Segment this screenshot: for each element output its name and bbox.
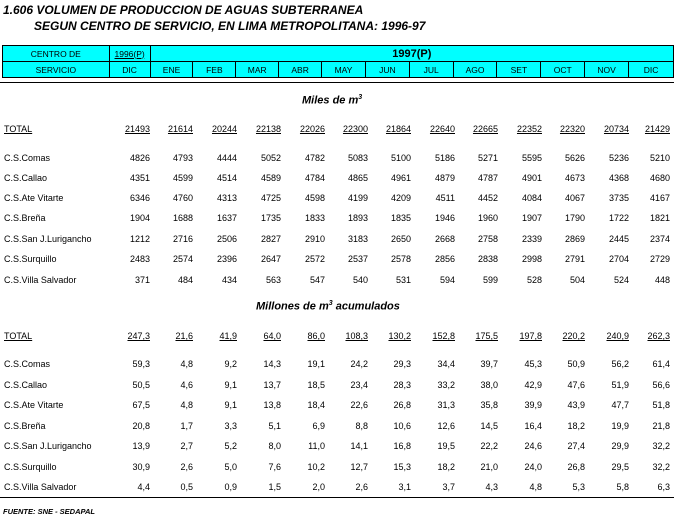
- cell-value: 27,4: [567, 441, 585, 451]
- cell-value: 1907: [521, 213, 542, 223]
- cell-value: 21493: [124, 124, 150, 134]
- cell-value: 33,2: [437, 380, 455, 390]
- row-label: C.S.Breña: [4, 421, 46, 431]
- cell-value: 4865: [347, 173, 368, 183]
- cell-value: 5,0: [224, 462, 237, 472]
- cell-value: 1,7: [180, 421, 193, 431]
- cell-value: 4879: [434, 173, 455, 183]
- row-label: C.S.Comas: [4, 359, 51, 369]
- source-note: FUENTE: SNE - SEDAPAL: [3, 507, 95, 516]
- header-month: ENE: [150, 62, 193, 78]
- cell-value: 4084: [521, 193, 542, 203]
- cell-value: 528: [526, 275, 542, 285]
- row-label: C.S.San J.Lurigancho: [4, 234, 92, 244]
- cell-value: 2869: [564, 234, 585, 244]
- cell-value: 1835: [390, 213, 411, 223]
- cell-value: 0,9: [224, 482, 237, 492]
- cell-value: 15,3: [393, 462, 411, 472]
- cell-value: 1946: [434, 213, 455, 223]
- cell-value: 1637: [216, 213, 237, 223]
- header-month: NOV: [585, 62, 629, 78]
- cell-value: 434: [221, 275, 237, 285]
- header-col-label-2: SERVICIO: [3, 62, 110, 78]
- cell-value: 371: [134, 275, 150, 285]
- cell-value: 3,3: [224, 421, 237, 431]
- cell-value: 10,2: [307, 462, 325, 472]
- row-label: C.S.Surquillo: [4, 462, 57, 472]
- cell-value: 531: [395, 275, 411, 285]
- cell-value: 21,0: [480, 462, 498, 472]
- cell-value: 67,5: [132, 400, 150, 410]
- cell-value: 22026: [299, 124, 325, 134]
- cell-value: 4793: [172, 153, 193, 163]
- table-row: [0, 254, 674, 268]
- cell-value: 3,1: [398, 482, 411, 492]
- cell-value: 26,8: [393, 400, 411, 410]
- cell-value: 484: [177, 275, 193, 285]
- cell-value: 524: [613, 275, 629, 285]
- cell-value: 197,8: [519, 331, 542, 341]
- cell-value: 4,8: [529, 482, 542, 492]
- cell-value: 2729: [649, 254, 670, 264]
- cell-value: 21614: [167, 124, 193, 134]
- cell-value: 2574: [172, 254, 193, 264]
- row-label: C.S.Callao: [4, 380, 48, 390]
- cell-value: 2572: [304, 254, 325, 264]
- cell-value: 4760: [172, 193, 193, 203]
- total-row: [0, 124, 674, 138]
- cell-value: 43,9: [567, 400, 585, 410]
- cell-value: 29,9: [611, 441, 629, 451]
- cell-value: 14,1: [350, 441, 368, 451]
- title-line-2: SEGUN CENTRO DE SERVICIO, EN LIMA METROPOLITANA: 1996-97: [34, 19, 426, 33]
- table-row: [0, 359, 674, 373]
- cell-value: 4209: [390, 193, 411, 203]
- cell-value: 4452: [477, 193, 498, 203]
- cell-value: 563: [265, 275, 281, 285]
- table-row: [0, 441, 674, 455]
- cell-value: 594: [439, 275, 455, 285]
- table-header: [2, 45, 674, 78]
- cell-value: 22665: [472, 124, 498, 134]
- cell-value: 4199: [347, 193, 368, 203]
- cell-value: 5083: [347, 153, 368, 163]
- cell-value: 47,6: [567, 380, 585, 390]
- header-month: JUL: [409, 62, 453, 78]
- row-label: TOTAL: [4, 331, 33, 341]
- cell-value: 1722: [608, 213, 629, 223]
- header-month: SET: [497, 62, 541, 78]
- cell-value: 19,1: [307, 359, 325, 369]
- cell-value: 4826: [129, 153, 150, 163]
- cell-value: 13,7: [263, 380, 281, 390]
- cell-value: 1904: [129, 213, 150, 223]
- table-row: [0, 482, 674, 496]
- cell-value: 2445: [608, 234, 629, 244]
- cell-value: 28,3: [393, 380, 411, 390]
- cell-value: 2339: [521, 234, 542, 244]
- cell-value: 56,2: [611, 359, 629, 369]
- header-month: JUN: [365, 62, 409, 78]
- row-label: C.S.Villa Salvador: [4, 482, 77, 492]
- cell-value: 2838: [477, 254, 498, 264]
- cell-value: 5,8: [616, 482, 629, 492]
- cell-value: 6,9: [312, 421, 325, 431]
- cell-value: 4782: [304, 153, 325, 163]
- cell-value: 262,3: [647, 331, 670, 341]
- cell-value: 7,6: [268, 462, 281, 472]
- cell-value: 4784: [304, 173, 325, 183]
- cell-value: 108,3: [345, 331, 368, 341]
- cell-value: 51,8: [652, 400, 670, 410]
- row-label: C.S.San J.Lurigancho: [4, 441, 92, 451]
- cell-value: 4,3: [485, 482, 498, 492]
- header-month: MAY: [322, 62, 366, 78]
- cell-value: 0,5: [180, 482, 193, 492]
- cell-value: 2374: [649, 234, 670, 244]
- total-row: [0, 331, 674, 345]
- table-row: [0, 400, 674, 414]
- cell-value: 2396: [216, 254, 237, 264]
- table-row: [0, 193, 674, 207]
- cell-value: 1,5: [268, 482, 281, 492]
- cell-value: 50,5: [132, 380, 150, 390]
- cell-value: 220,2: [562, 331, 585, 341]
- divider: [0, 497, 674, 498]
- cell-value: 21429: [644, 124, 670, 134]
- cell-value: 5626: [564, 153, 585, 163]
- cell-value: 6346: [129, 193, 150, 203]
- cell-value: 4599: [172, 173, 193, 183]
- cell-value: 4725: [260, 193, 281, 203]
- cell-value: 42,9: [524, 380, 542, 390]
- cell-value: 18,2: [437, 462, 455, 472]
- cell-value: 5210: [649, 153, 670, 163]
- cell-value: 31,3: [437, 400, 455, 410]
- cell-value: 175,5: [475, 331, 498, 341]
- cell-value: 10,6: [393, 421, 411, 431]
- cell-value: 1212: [129, 234, 150, 244]
- cell-value: 9,2: [224, 359, 237, 369]
- cell-value: 1893: [347, 213, 368, 223]
- row-label: C.S.Ate Vitarte: [4, 193, 64, 203]
- cell-value: 2578: [390, 254, 411, 264]
- cell-value: 47,7: [611, 400, 629, 410]
- table-row: [0, 275, 674, 289]
- cell-value: 504: [569, 275, 585, 285]
- cell-value: 2827: [260, 234, 281, 244]
- table-row: [0, 213, 674, 227]
- cell-value: 19,5: [437, 441, 455, 451]
- cell-value: 2998: [521, 254, 542, 264]
- cell-value: 2650: [390, 234, 411, 244]
- cell-value: 8,8: [355, 421, 368, 431]
- cell-value: 5,1: [268, 421, 281, 431]
- divider: [0, 82, 674, 83]
- cell-value: 13,9: [132, 441, 150, 451]
- header-month: AGO: [453, 62, 497, 78]
- cell-value: 12,6: [437, 421, 455, 431]
- cell-value: 599: [482, 275, 498, 285]
- cell-value: 35,8: [480, 400, 498, 410]
- cell-value: 5186: [434, 153, 455, 163]
- cell-value: 22640: [429, 124, 455, 134]
- table-row: [0, 421, 674, 435]
- cell-value: 240,9: [606, 331, 629, 341]
- cell-value: 5100: [390, 153, 411, 163]
- cell-value: 9,1: [224, 400, 237, 410]
- cell-value: 3183: [347, 234, 368, 244]
- cell-value: 4901: [521, 173, 542, 183]
- cell-value: 2,6: [180, 462, 193, 472]
- cell-value: 34,4: [437, 359, 455, 369]
- cell-value: 2,6: [355, 482, 368, 492]
- cell-value: 22,2: [480, 441, 498, 451]
- cell-value: 4313: [216, 193, 237, 203]
- cell-value: 4,8: [180, 359, 193, 369]
- header-month: DIC: [109, 62, 150, 78]
- table-row: [0, 462, 674, 476]
- cell-value: 24,2: [350, 359, 368, 369]
- cell-value: 4,6: [180, 380, 193, 390]
- header-month: OCT: [541, 62, 585, 78]
- header-month: FEB: [193, 62, 236, 78]
- cell-value: 20,8: [132, 421, 150, 431]
- cell-value: 32,2: [652, 462, 670, 472]
- cell-value: 22300: [342, 124, 368, 134]
- header-month: ABR: [279, 62, 322, 78]
- cell-value: 20244: [211, 124, 237, 134]
- cell-value: 247,3: [127, 331, 150, 341]
- cell-value: 1735: [260, 213, 281, 223]
- table-row: [0, 234, 674, 248]
- cell-value: 1960: [477, 213, 498, 223]
- cell-value: 130,2: [388, 331, 411, 341]
- cell-value: 30,9: [132, 462, 150, 472]
- cell-value: 59,3: [132, 359, 150, 369]
- cell-value: 22352: [516, 124, 542, 134]
- cell-value: 16,8: [393, 441, 411, 451]
- row-label: C.S.Ate Vitarte: [4, 400, 64, 410]
- cell-value: 2537: [347, 254, 368, 264]
- cell-value: 14,3: [263, 359, 281, 369]
- cell-value: 4673: [564, 173, 585, 183]
- table-row: [0, 153, 674, 167]
- cell-value: 16,4: [524, 421, 542, 431]
- header-year-1996: 1996(P): [109, 46, 150, 62]
- header-month: MAR: [236, 62, 279, 78]
- cell-value: 4351: [129, 173, 150, 183]
- cell-value: 32,2: [652, 441, 670, 451]
- cell-value: 38,0: [480, 380, 498, 390]
- cell-value: 13,8: [263, 400, 281, 410]
- table-row: [0, 173, 674, 187]
- cell-value: 56,6: [652, 380, 670, 390]
- row-label: TOTAL: [4, 124, 33, 134]
- header-month: DIC: [629, 62, 674, 78]
- cell-value: 2856: [434, 254, 455, 264]
- cell-value: 18,5: [307, 380, 325, 390]
- cell-value: 14,5: [480, 421, 498, 431]
- row-label: C.S.Callao: [4, 173, 48, 183]
- cell-value: 2758: [477, 234, 498, 244]
- cell-value: 2506: [216, 234, 237, 244]
- cell-value: 3,7: [442, 482, 455, 492]
- table-row: [0, 380, 674, 394]
- cell-value: 4787: [477, 173, 498, 183]
- unit-label-millones: Millones de $m^3$ acumulados: [256, 300, 400, 313]
- cell-value: 2,7: [180, 441, 193, 451]
- cell-value: 4444: [216, 153, 237, 163]
- cell-value: 39,7: [480, 359, 498, 369]
- cell-value: 19,9: [611, 421, 629, 431]
- cell-value: 5,2: [224, 441, 237, 451]
- cell-value: 5271: [477, 153, 498, 163]
- cell-value: 18,4: [307, 400, 325, 410]
- cell-value: 39,9: [524, 400, 542, 410]
- cell-value: 4511: [435, 193, 455, 203]
- cell-value: 22320: [559, 124, 585, 134]
- cell-value: 61,4: [652, 359, 670, 369]
- cell-value: 152,8: [432, 331, 455, 341]
- header-year-1997: 1997(P): [150, 46, 673, 62]
- cell-value: 3735: [608, 193, 629, 203]
- cell-value: 1833: [304, 213, 325, 223]
- cell-value: 540: [352, 275, 368, 285]
- cell-value: 18,2: [567, 421, 585, 431]
- cell-value: 29,3: [393, 359, 411, 369]
- cell-value: 24,0: [524, 462, 542, 472]
- cell-value: 21,8: [652, 421, 670, 431]
- cell-value: 4680: [649, 173, 670, 183]
- cell-value: 1790: [564, 213, 585, 223]
- title-line-1: 1.606 VOLUMEN DE PRODUCCION DE AGUAS SUBTERRANEA: [3, 3, 364, 17]
- cell-value: 24,6: [524, 441, 542, 451]
- cell-value: 4589: [260, 173, 281, 183]
- cell-value: 22138: [255, 124, 281, 134]
- row-label: C.S.Breña: [4, 213, 46, 223]
- cell-value: 4,4: [137, 482, 150, 492]
- cell-value: 41,9: [219, 331, 237, 341]
- cell-value: 51,9: [611, 380, 629, 390]
- cell-value: 4167: [649, 193, 670, 203]
- cell-value: 4598: [304, 193, 325, 203]
- cell-value: 11,0: [308, 441, 325, 451]
- cell-value: 2704: [608, 254, 629, 264]
- cell-value: 2716: [172, 234, 193, 244]
- cell-value: 45,3: [524, 359, 542, 369]
- cell-value: 26,8: [567, 462, 585, 472]
- cell-value: 1688: [172, 213, 193, 223]
- cell-value: 6,3: [657, 482, 670, 492]
- cell-value: 86,0: [307, 331, 325, 341]
- cell-value: 21864: [385, 124, 411, 134]
- cell-value: 4,8: [180, 400, 193, 410]
- cell-value: 4368: [608, 173, 629, 183]
- cell-value: 5,3: [572, 482, 585, 492]
- cell-value: 2483: [129, 254, 150, 264]
- cell-value: 2910: [304, 234, 325, 244]
- cell-value: 22,6: [350, 400, 368, 410]
- cell-value: 23,4: [350, 380, 368, 390]
- cell-value: 9,1: [224, 380, 237, 390]
- header-col-label-1: CENTRO DE: [3, 46, 110, 62]
- cell-value: 4961: [390, 173, 411, 183]
- cell-value: 64,0: [263, 331, 281, 341]
- cell-value: 1821: [649, 213, 670, 223]
- cell-value: 21,6: [175, 331, 193, 341]
- unit-label-miles: Miles de $m^3$: [302, 94, 363, 107]
- cell-value: 12,7: [350, 462, 368, 472]
- cell-value: 448: [654, 275, 670, 285]
- cell-value: 4067: [564, 193, 585, 203]
- row-label: C.S.Surquillo: [4, 254, 57, 264]
- cell-value: 20734: [603, 124, 629, 134]
- cell-value: 5236: [608, 153, 629, 163]
- cell-value: 547: [309, 275, 325, 285]
- cell-value: 2791: [564, 254, 585, 264]
- cell-value: 2668: [434, 234, 455, 244]
- row-label: C.S.Villa Salvador: [4, 275, 77, 285]
- cell-value: 29,5: [611, 462, 629, 472]
- cell-value: 8,0: [268, 441, 281, 451]
- cell-value: 5052: [260, 153, 281, 163]
- cell-value: 5595: [521, 153, 542, 163]
- cell-value: 2,0: [312, 482, 325, 492]
- cell-value: 4514: [216, 173, 237, 183]
- row-label: C.S.Comas: [4, 153, 51, 163]
- cell-value: 50,9: [567, 359, 585, 369]
- cell-value: 2647: [260, 254, 281, 264]
